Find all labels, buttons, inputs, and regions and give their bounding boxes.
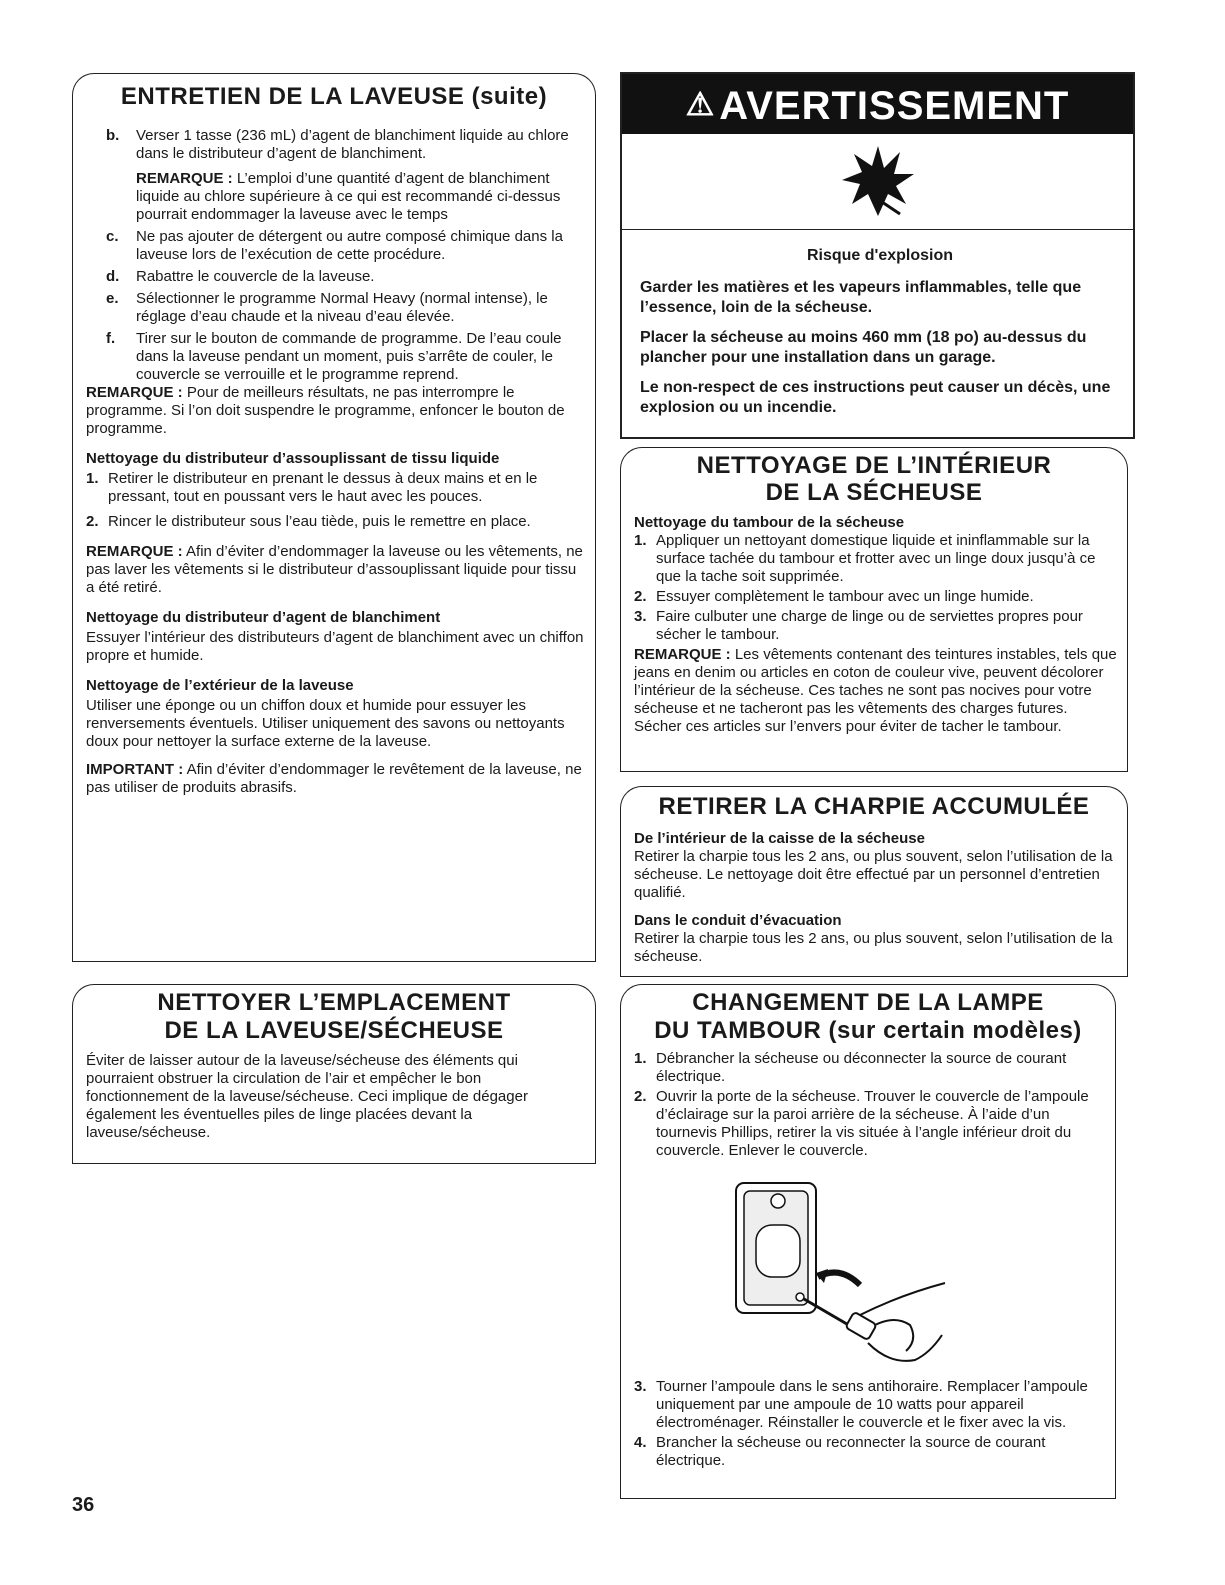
list-text: Tourner l’ampoule dans le sens antihoraire. Remplacer l’ampoule uniquement par une ampoule de 10 watts pour appareil électroménager. Réinstaller le couvercle et le fixer avec la vis. [656, 1378, 1088, 1431]
warning-line: Le non-respect de ces instructions peut causer un décès, une explosion ou un incendie. [640, 379, 1111, 416]
list-marker: f. [106, 330, 116, 347]
section-title-line2: DE LA SÉCHEUSE [765, 479, 983, 506]
list-item [86, 127, 586, 163]
note-text: Les vêtements contenant des teintures instables, tels que jeans en denim ou articles en coton de couleur vive, peuvent décolorer l’intérieur de la sécheuse. Ces taches ne sont pas nocives pour votre sécheuse et ne tacheront pas les vêtements des charges futures. Sécher ces articles sur l’envers pour éviter de tacher le tambour. [634, 646, 1117, 735]
list-marker: 1. [86, 470, 99, 487]
subsection-title: Nettoyage du distributeur d’agent de blanchiment [86, 609, 441, 626]
list-item [634, 532, 1118, 586]
section-clean-location-content [86, 1052, 586, 1142]
section-lamp-steps-b [634, 1378, 1104, 1470]
list-marker: 3. [634, 608, 647, 625]
section-title-line1: CHANGEMENT DE LA LAMPE [692, 989, 1044, 1016]
list-text: Sélectionner le programme Normal Heavy (normal intense), le réglage d’eau chaude et la niveau d’eau élevée. [136, 290, 548, 325]
subsection-title: Nettoyage de l’extérieur de la laveuse [86, 677, 354, 694]
section-title-line2: DU TAMBOUR (sur certain modèles) [654, 1017, 1082, 1044]
list-marker: 1. [634, 532, 647, 549]
list-item [86, 470, 586, 506]
note-label: REMARQUE : [86, 384, 183, 401]
section-lint-content [634, 830, 1118, 966]
paragraph: Retirer la charpie tous les 2 ans, ou plus souvent, selon l’utilisation de la sécheuse. [634, 930, 1113, 965]
page-number: 36 [72, 1494, 95, 1516]
warning-header [622, 74, 1133, 134]
note-label: REMARQUE : [86, 543, 183, 560]
section-title: RETIRER LA CHARPIE ACCUMULÉE [658, 793, 1090, 820]
note-paragraph [634, 646, 1118, 736]
lamp-cover-screwdriver-illustration [730, 1175, 970, 1385]
list-text: Rincer le distributeur sous l’eau tiède, puis le remettre en place. [108, 513, 531, 530]
list-marker: 3. [634, 1378, 647, 1395]
list-text: Retirer le distributeur en prenant le dessus à deux mains et en le pressant, tout en poussant vers le haut avec les pouces. [108, 470, 538, 505]
list-marker: 2. [634, 1088, 647, 1105]
warning-header-text: AVERTISSEMENT [719, 84, 1070, 128]
list-item [634, 608, 1118, 644]
list-item [634, 588, 1118, 606]
list-item [86, 268, 586, 286]
important-paragraph [86, 761, 586, 797]
note-paragraph [86, 543, 586, 597]
section-washer-care-content [86, 127, 586, 797]
warning-text-panel [640, 246, 1120, 418]
section-lint-heading [620, 786, 1128, 826]
paragraph: Essuyer l’intérieur des distributeurs d’agent de blanchiment avec un chiffon propre et humide. [86, 629, 584, 664]
note-text: L’emploi d’une quantité d’agent de blanchiment liquide au chlore supérieure à ce qui est recommandé ci-dessus pourrait endommager la laveuse avec le temps [136, 170, 561, 223]
section-title: ENTRETIEN DE LA LAVEUSE (suite) [120, 83, 548, 110]
warning-icon-panel [622, 134, 1133, 230]
list-text: Appliquer un nettoyant domestique liquide et ininflammable sur la surface tachée du tambour et frotter avec un linge doux jusqu’à ce que la tache soit supprimée. [656, 532, 1096, 585]
list-item [86, 228, 586, 264]
section-title-line1: NETTOYAGE DE L’INTÉRIEUR [696, 452, 1052, 479]
paragraph: Retirer la charpie tous les 2 ans, ou plus souvent, selon l’utilisation de la sécheuse. Le nettoyage doit être effectué par un personnel d’entretien qualifié. [634, 848, 1113, 901]
list-marker: b. [106, 127, 120, 144]
list-item [86, 290, 586, 326]
section-lamp-heading [620, 984, 1116, 1046]
list-text: Faire culbuter une charge de linge ou de serviettes propres pour sécher le tambour. [656, 608, 1083, 643]
paragraph: Utiliser une éponge ou un chiffon doux et humide pour essuyer les renversements éventuels. Utiliser uniquement des savons ou nettoyants doux pour nettoyer la surface externe de la laveuse. [86, 697, 565, 750]
warning-risk-title: Risque d'explosion [806, 247, 954, 264]
list-marker: 4. [634, 1434, 647, 1451]
paragraph: Éviter de laisser autour de la laveuse/sécheuse des éléments qui pourraient obstruer la circulation de l’air et empêcher le bon fonctionnement de la laveuse/sécheuse. Ceci implique de dégager également les éventuelles piles de linge placées devant la laveuse/sécheuse. [86, 1052, 528, 1141]
list-item [634, 1378, 1104, 1432]
section-washer-care-heading [72, 73, 596, 119]
subsection-title: Nettoyage du tambour de la sécheuse [634, 514, 905, 531]
list-marker: e. [106, 290, 119, 307]
list-marker: c. [106, 228, 119, 245]
warning-triangle-icon: ⚠ [685, 86, 716, 122]
note-label: REMARQUE : [634, 646, 731, 663]
list-item [634, 1088, 1104, 1160]
warning-line: Garder les matières et les vapeurs inflammables, telle que l’essence, loin de la sécheuse. [640, 279, 1082, 316]
list-item [86, 330, 586, 384]
list-text: Ouvrir la porte de la sécheuse. Trouver le couvercle de l’ampoule d’éclairage sur la paroi arrière de la sécheuse. À l’aide d’un tournevis Phillips, retirer la vis située à l’angle inférieur droit du couvercle. Enlever le couvercle. [656, 1088, 1089, 1159]
subsection-title: Dans le conduit d’évacuation [634, 912, 842, 929]
list-text: Rabattre le couvercle de la laveuse. [136, 268, 375, 285]
list-text: Essuyer complètement le tambour avec un linge humide. [656, 588, 1034, 605]
important-label: IMPORTANT : [86, 761, 184, 778]
important-text: Afin d’éviter d’endommager le revêtement de la laveuse, ne pas utiliser de produits abrasifs. [86, 761, 582, 796]
list-text: Débrancher la sécheuse ou déconnecter la source de courant électrique. [656, 1050, 1067, 1085]
note-paragraph [86, 384, 586, 438]
subsection-title: Nettoyage du distributeur d’assouplissant de tissu liquide [86, 450, 500, 467]
list-item [634, 1434, 1104, 1470]
section-title-line2: DE LA LAVEUSE/SÉCHEUSE [164, 1017, 504, 1044]
list-text: Verser 1 tasse (236 mL) d’agent de blanchiment liquide au chlore dans le distributeur d’agent de blanchiment. [136, 127, 569, 162]
list-marker: 2. [86, 513, 99, 530]
section-title-line1: NETTOYER L’EMPLACEMENT [157, 989, 511, 1016]
section-dryer-interior-heading [620, 447, 1128, 507]
list-marker: d. [106, 268, 120, 285]
note-text: Pour de meilleurs résultats, ne pas interrompre le programme. Si l’on doit suspendre le programme, enfoncer le bouton de programme. [86, 384, 565, 437]
explosion-icon [838, 142, 918, 222]
note-paragraph [86, 170, 586, 224]
list-item [634, 1050, 1104, 1086]
subsection-title: De l’intérieur de la caisse de la sécheuse [634, 830, 925, 847]
warning-line: Placer la sécheuse au moins 460 mm (18 po) au-dessus du plancher pour une installation dans un garage. [640, 329, 1087, 366]
list-text: Ne pas ajouter de détergent ou autre composé chimique dans la laveuse lors de l’exécution de cette procédure. [136, 228, 563, 263]
section-clean-location-heading [72, 984, 596, 1046]
list-item [86, 513, 586, 531]
section-dryer-interior-content [634, 514, 1118, 736]
list-marker: 2. [634, 588, 647, 605]
list-text: Tirer sur le bouton de commande de programme. De l’eau coule dans la laveuse pendant un moment, puis s’arrête de couler, le couvercle se verrouille et le programme reprend. [136, 330, 562, 383]
list-text: Brancher la sécheuse ou reconnecter la source de courant électrique. [656, 1434, 1046, 1469]
note-text: Afin d’éviter d’endommager la laveuse ou les vêtements, ne pas laver les vêtements si le distributeur d’assouplissant liquide pour tissu a été retiré. [86, 543, 583, 596]
section-lamp-steps-a [634, 1050, 1104, 1160]
note-label: REMARQUE : [136, 170, 233, 187]
list-marker: 1. [634, 1050, 647, 1067]
